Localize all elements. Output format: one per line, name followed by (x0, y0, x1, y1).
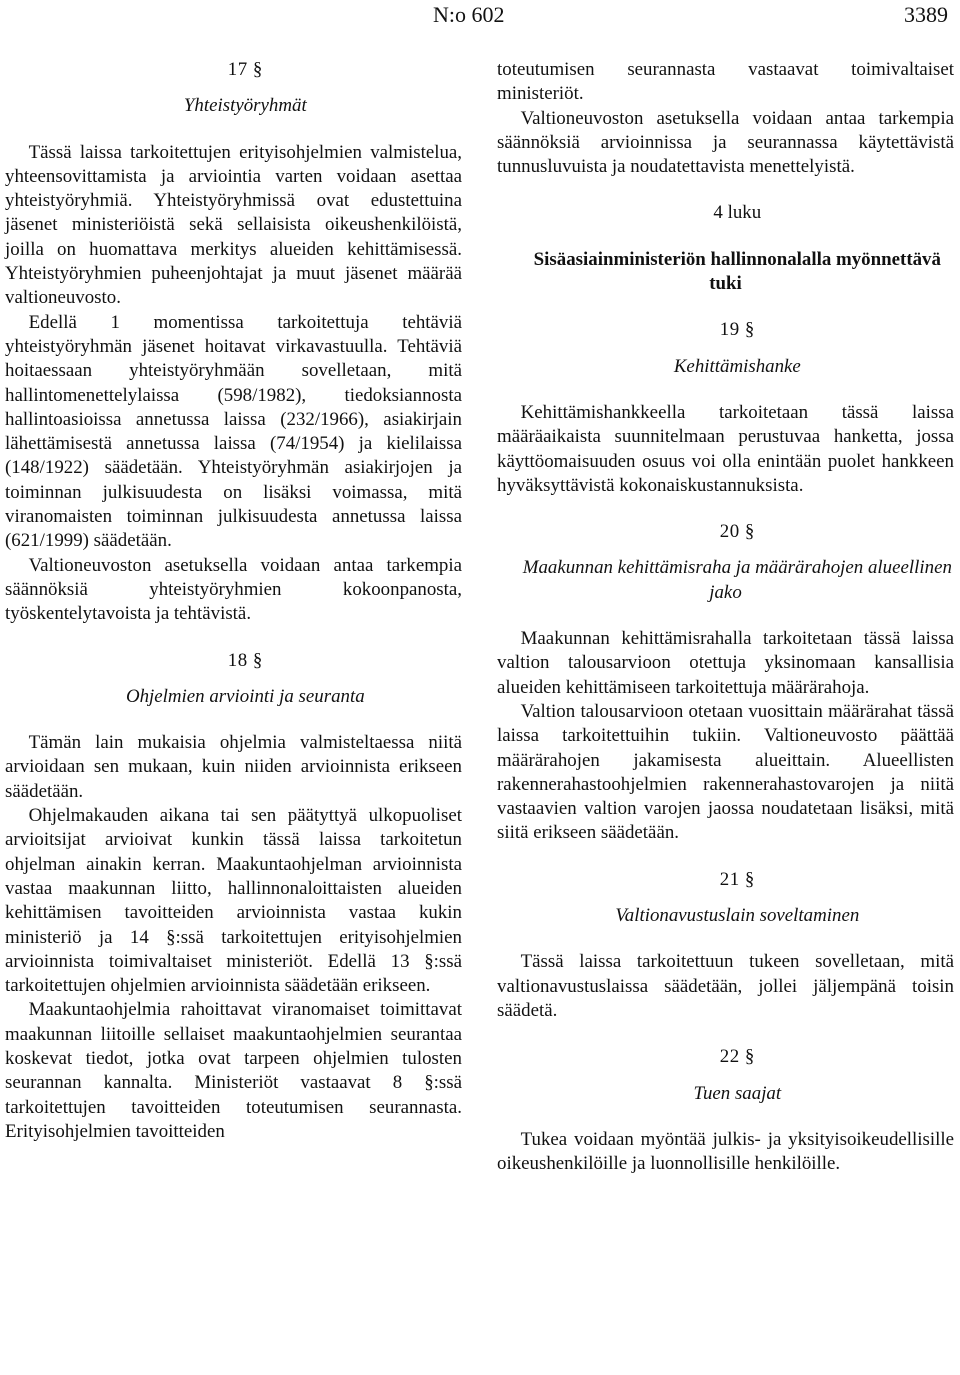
section-18-title: Ohjelmien arviointi ja seuranta (125, 685, 365, 707)
page-number: 3389 (904, 2, 948, 27)
section-20-paragraph-2: Valtion talousarvioon otetaan vuosittain määrärahat tässä laissa tarkoitettuihin tukiin. Valtioneuvosto päättää määrärahojen jakamisesta alueittain. Alueellisten rakennerahastoohjelmien rakennerahastovarojen ja niitä vastaavien valtion varojen jaossa noudatetaan lisäksi, mitä siitä erikseen säädetään. (497, 700, 954, 844)
continued-paragraph: toteutumisen seurannasta vastaavat toimivaltaiset ministeriöt. (497, 59, 954, 105)
section-20-title: Maakunnan kehittämisraha ja määrärahojen alueellinen jako (522, 557, 952, 603)
section-18-number: 18 § (227, 649, 263, 671)
section-21-number: 21 § (719, 868, 755, 890)
section-22-title: Tuen saajat (693, 1082, 782, 1104)
chapter-4-number: 4 luku (713, 202, 762, 224)
left-column (5, 58, 462, 1144)
section-21-paragraph-1: Tässä laissa tarkoitettuun tukeen sovelletaan, mitä valtionavustuslaissa säädetään, jollei jäljempänä toisin säädetä. (497, 951, 954, 1021)
section-22-paragraph-1: Tukea voidaan myöntää julkis- ja yksityisoikeudellisille oikeushenkilöille ja luonnollisille henkilöille. (497, 1128, 954, 1175)
section-20-number: 20 § (719, 521, 755, 543)
section-17-title: Yhteistyöryhmät (183, 95, 307, 117)
issue-number: N:o 602 (433, 2, 505, 27)
section-19-paragraph-1: Kehittämishankkeella tarkoitetaan tässä laissa määräaikaista suunnitelmaan perustuvaa hanketta, jossa käyttöomaisuuden osuus voi olla enintään puolet hankkeen hyväksyttävistä kokonaiskustannuksista. (497, 401, 954, 496)
regulation-paragraph: Valtioneuvoston asetuksella voidaan antaa tarkempia säännöksiä arvioinnissa ja seurannassa käytettävistä tunnusluvuista ja noudatettavista menettelyistä. (497, 107, 954, 178)
section-18-paragraph-1: Tämän lain mukaisia ohjelmia valmisteltaessa niitä arvioidaan sen mukaan, kuin niiden arvioinnista erikseen säädetään. (5, 732, 462, 802)
section-21-title: Valtionavustuslain soveltaminen (615, 905, 860, 927)
right-column (497, 58, 954, 1176)
page-header (0, 2, 960, 32)
section-18-paragraph-3: Maakuntaohjelmia rahoittavat viranomaiset toimittavat maakunnan liitoille sellaiset maakuntaohjelmien seurantaa koskevat tiedot, jotka ovat tarpeen ohjelmien tulosten seurannan kannalta. Ministeriöt vastaavat 8 §:ssä tarkoitettujen tavoitteiden toteutumisen seurannasta. Erityisohjelmien tavoitteiden (5, 999, 462, 1142)
section-17-paragraph-2: Edellä 1 momentissa tarkoitettuja tehtäviä yhteistyöryhmän jäsenet hoitavat virkavastuulla. Tehtäviä hoitaessaan yhteistyöryhmään sovelletaan, mitä hallintomenettelylaissa (598/1982), tiedoksiannosta hallintoasioissa annetussa laissa (232/1966), asiakirjain lähettämisestä annetussa laissa (74/1954) ja kielilaissa (148/1922) säädetään. Yhteistyöryhmän asiakirjojen ja toiminnan julkisuudesta on lisäksi voimassa, mitä viranomaisten toiminnan julkisuudesta annetussa laissa (621/1999) säädetään. (5, 311, 462, 552)
chapter-4-title: Sisäasiainministeriön hallinnonalalla myönnettävä tuki (533, 248, 941, 295)
section-19-title: Kehittämishanke (673, 355, 801, 377)
section-17-number: 17 § (227, 59, 263, 80)
section-17-paragraph-3: Valtioneuvoston asetuksella voidaan antaa tarkempia säännöksiä yhteistyöryhmien kokoonpanosta, työskentelytavoista ja tehtävistä. (5, 554, 462, 625)
section-17-paragraph-1: Tässä laissa tarkoitettujen erityisohjelmien valmistelua, yhteensovittamista ja arviointia varten voidaan asettaa yhteistyöryhmiä. Yhteistyöryhmissä ovat edustettuina jäsenet ministeriöistä sekä sellaisista oikeushenkilöistä, joilla on huomattava merkitys alueiden kehittämisessä. Yhteistyöryhmien puheenjohtajat ja muut jäsenet määrää valtioneuvosto. (5, 141, 462, 309)
section-22-number: 22 § (719, 1046, 755, 1068)
section-18-paragraph-2: Ohjelmakauden aikana tai sen päätyttyä ulkopuoliset arvioitsijat arvioivat kunkin tässä laissa tarkoitetun ohjelman ainakin kerran. Maakuntaohjelman arvioinnista vastaa maakunnan liitto, hallinnonaloittaisten alueiden kehittämisen tavoitteiden arvioinnista vastaa kukin ministeriö ja 14 §:ssä tarkoitettujen erityisohjelmien arvioinnista toimivaltaiset ministeriöt. Edellä 13 §:ssä tarkoitettujen ohjelmien arvioinnista säädetään erikseen. (5, 805, 462, 997)
section-20-paragraph-1: Maakunnan kehittämisrahalla tarkoitetaan tässä laissa valtion talousarvioon otettuja yksinomaan kansallisia alueiden kehittämiseen tarkoitettuja määrärahoja. (497, 628, 954, 698)
section-19-number: 19 § (719, 319, 755, 341)
